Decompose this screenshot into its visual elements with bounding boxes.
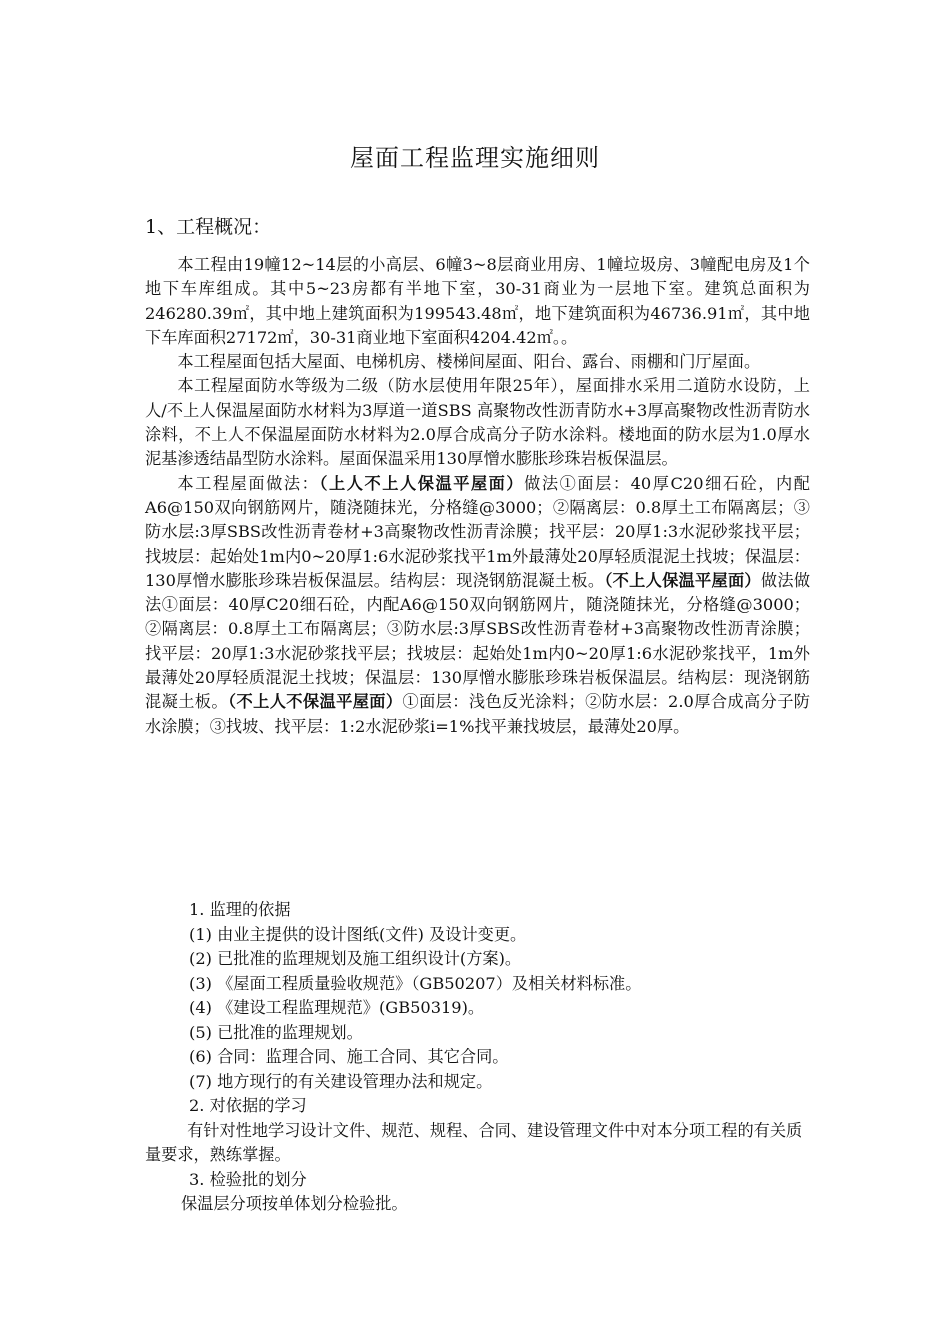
basis-item: (6) 合同：监理合同、施工合同、其它合同。 <box>189 1047 509 1066</box>
study-paragraph: 有针对性地学习设计文件、规范、规程、合同、建设管理文件中对本分项工程的有关质量要求，熟练掌握。 <box>145 1120 803 1164</box>
overview-paragraph: 本工程屋面防水等级为二级（防水层使用年限25年），屋面排水采用二道防水设防，上人/不上人保温屋面防水材料为3厚道一道SBS 高聚物改性沥青防水+3厚高聚物改性沥青防水涂料，不上人不保温屋面防水材料为2.0厚合成高分子防水涂料。楼地面的防水层为1.0厚水泥基渗透结晶型防水涂料。屋面保温采用130厚憎水膨胀珍珠岩板保温层。 <box>145 376 810 469</box>
roof-text: 本工程屋面做法： <box>177 473 320 493</box>
basis-item: (7) 地方现行的有关建设管理办法和规定。 <box>189 1071 493 1091</box>
overview-paragraph: 本工程由19幢12~14层的小高层、6幢3~8层商业用房、1幢垃圾房、3幢配电房及1个地下车库组成。其中5~23房都有半地下室，30-31商业为一层地下室。建筑总面积为246280.39㎡，其中地上建筑面积为199543.48㎡，地下建筑面积为46736.91㎡，其中地下车库面积27172㎡，30-31商业地下室面积4204.42㎡。。 <box>145 255 810 347</box>
overview-body <box>145 253 810 739</box>
roof-text: 做法做法①面层：40厚C20细石砼，内配A6@150双向钢筋网片，随浇随抹光，分格缝@3000；②隔离层：0.8厚土工布隔离层；③防水层:3厚SBS改性沥青卷材+3高聚物改性沥青涂膜；找平层：20厚1:3水泥砂浆找平层；找坡层：起始处1m内0~20厚1:6水泥砂浆找平，1m外最薄处20厚轻质混泥土找坡；保温层：130厚憎水膨胀珍珠岩板保温层。结构层：现浇钢筋混凝土板。 <box>145 570 811 712</box>
basis-item: (5) 已批准的监理规划。 <box>189 1022 363 1042</box>
section-heading-overview: 1、工程概况： <box>145 216 272 238</box>
roof-type-label: （不上人保温平屋面） <box>604 570 761 590</box>
overview-paragraph: 本工程屋面包括大屋面、电梯机房、楼梯间屋面、阳台、露台、雨棚和门厅屋面。 <box>177 352 761 372</box>
basis-heading: 1. 监理的依据 <box>189 900 291 919</box>
page-title: 屋面工程监理实施细则 <box>350 144 600 172</box>
roof-type-label: （不上人不保温平屋面） <box>228 692 403 712</box>
basis-section <box>145 898 810 1217</box>
roof-type-label: （上人不上人保温平屋面） <box>319 473 525 493</box>
roof-text: 做法①面层：40厚C20细石砼，内配A6@150双向钢筋网片，随浇随抹光，分格缝@3000；②隔离层：0.8厚土工布隔离层；③防水层:3厚SBS改性沥青卷材+3高聚物改性沥青涂膜；找平层：20厚1:3水泥砂浆找平层；找坡层：起始处1m内0~20厚1:6水泥砂浆找平1m外最薄处20厚轻质混泥土找坡；保温层：130厚憎水膨胀珍珠岩板保温层。结构层：现浇钢筋混凝土板。 <box>145 473 810 590</box>
basis-item: (3) 《屋面工程质量验收规范》（GB50207）及相关材料标准。 <box>189 973 642 993</box>
inspection-lot-heading: 3. 检验批的划分 <box>189 1169 307 1189</box>
roof-text: ①面层：浅色反光涂料；②防水层：2.0厚合成高分子防水涂膜；③找坡、找平层：1:2水泥砂浆i=1%找平兼找坡层，最薄处20厚。 <box>145 692 810 736</box>
study-heading: 2. 对依据的学习 <box>189 1096 307 1115</box>
roof-construction-paragraph <box>145 472 810 739</box>
basis-item: (2) 已批准的监理规划及施工组织设计(方案)。 <box>189 949 522 968</box>
basis-item: (4) 《建设工程监理规范》(GB50319)。 <box>189 998 485 1017</box>
inspection-lot-paragraph: 保温层分项按单体划分检验批。 <box>181 1194 408 1213</box>
basis-item: (1) 由业主提供的设计图纸(文件) 及设计变更。 <box>189 924 527 944</box>
